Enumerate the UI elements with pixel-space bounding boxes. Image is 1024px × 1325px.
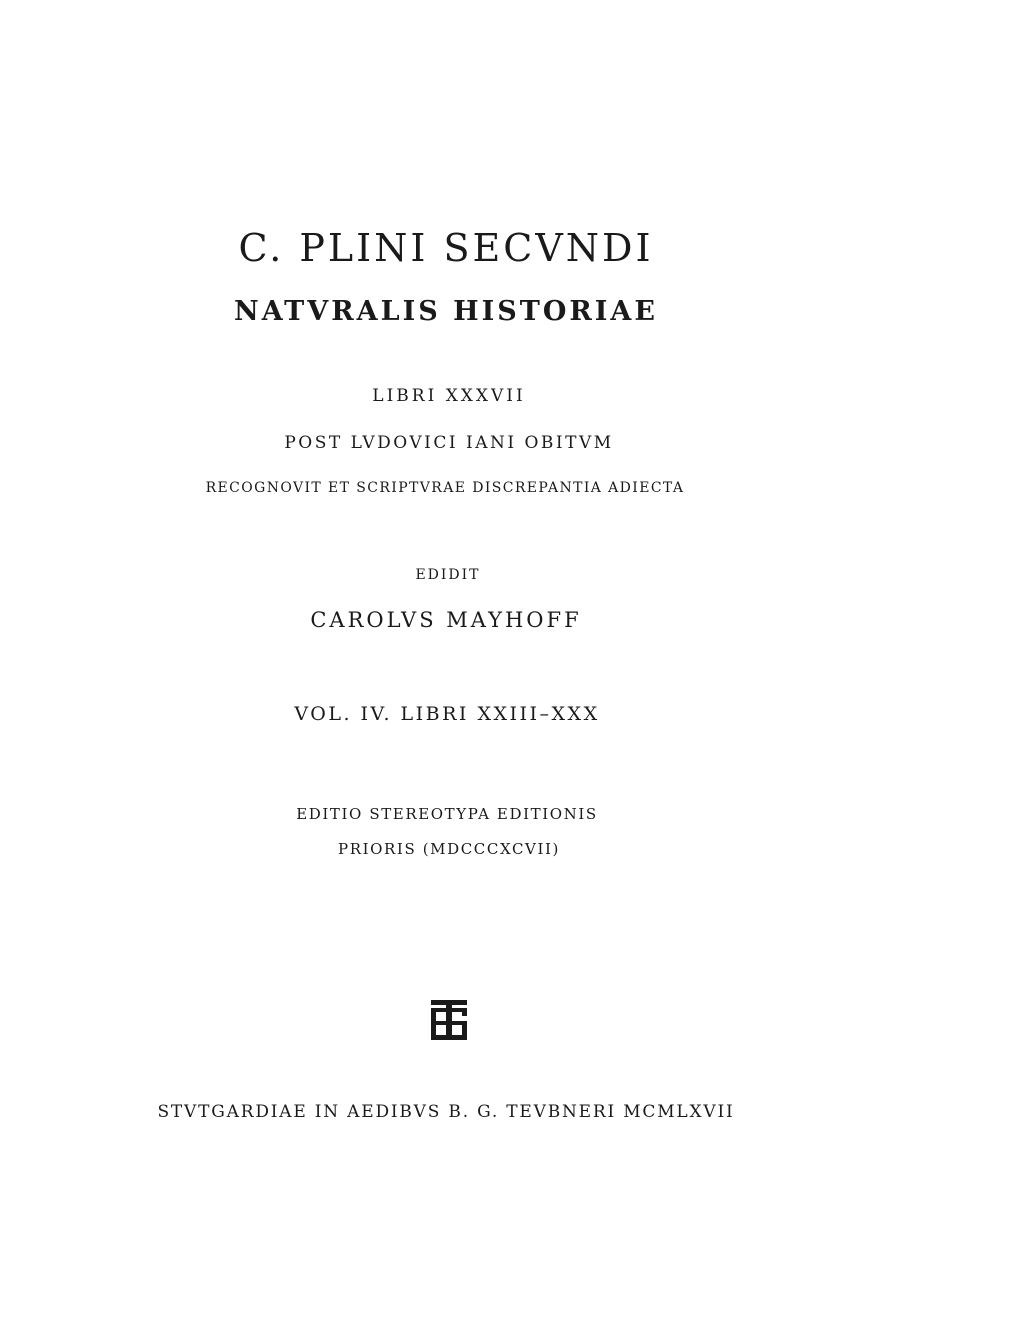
author-title: C. PLINI SECVNDI <box>238 226 654 270</box>
publisher-imprint: STVTGARDIAE IN AEDIBVS B. G. TEVBNERI MCMLXVII <box>157 1102 735 1122</box>
work-title: NATVRALIS HISTORIAE <box>234 296 658 327</box>
recognovit-line: RECOGNOVIT ET SCRIPTVRAE DISCREPANTIA ADIECTA <box>205 480 685 496</box>
edition-line-1: EDITIO STEREOTYPA EDITIONIS <box>296 805 598 823</box>
volume-line: VOL. IV. LIBRI XXIII–XXX <box>294 703 600 725</box>
teubner-monogram-icon <box>431 1000 467 1040</box>
editor-name: CAROLVS MAYHOFF <box>310 608 582 632</box>
post-obitum-line: POST LVDOVICI IANI OBITVM <box>284 433 614 453</box>
edidit-label: EDIDIT <box>415 567 481 583</box>
edition-line-2: PRIORIS (MDCCCXCVII) <box>338 840 560 858</box>
books-count: LIBRI XXXVII <box>372 386 526 406</box>
